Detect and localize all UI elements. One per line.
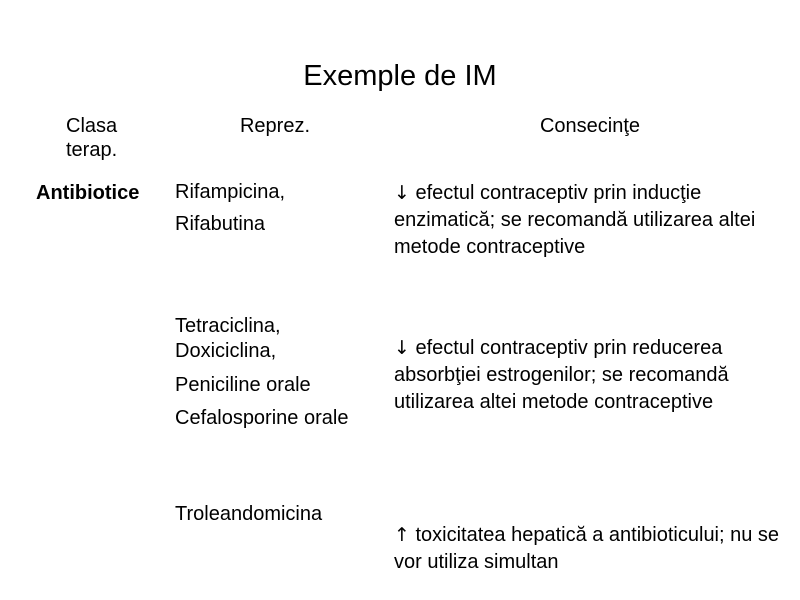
header-consequences: Consecinţe <box>539 115 641 137</box>
consequence-text: efectul contraceptiv prin reducerea absorbţiei estrogenilor; se recomandă utilizarea altei metode contraceptive <box>394 337 729 413</box>
drug-troleandomicina: Troleandomicina <box>175 503 323 525</box>
down-arrow-icon: ↓ <box>394 182 410 204</box>
consequence-text: toxicitatea hepatică a antibioticului; nu se vor utiliza simultan <box>394 524 780 573</box>
consequence-group-2 <box>394 335 794 416</box>
drug-rifampicina: Rifampicina, <box>175 181 286 203</box>
slide-title: Exemple de IM <box>303 60 497 92</box>
header-representatives: Reprez. <box>239 115 311 137</box>
consequence-group-3 <box>394 522 794 576</box>
therapeutic-class-name: Antibiotice <box>36 182 140 204</box>
drug-rifabutina: Rifabutina <box>175 213 266 235</box>
drug-cefalosporine-orale: Cefalosporine orale <box>175 407 349 429</box>
consequence-group-1 <box>394 180 794 261</box>
consequence-text: efectul contraceptiv prin inducţie enzimatică; se recomandă utilizarea altei metode contraceptive <box>394 182 756 258</box>
down-arrow-icon: ↓ <box>394 337 410 359</box>
up-arrow-icon: ↑ <box>394 524 410 546</box>
drug-peniciline-orale: Peniciline orale <box>175 374 311 396</box>
drug-tetraciclina-doxiciclina: Tetraciclina, Doxiciclina, <box>175 315 281 362</box>
header-class: Clasa terap. <box>66 115 118 161</box>
